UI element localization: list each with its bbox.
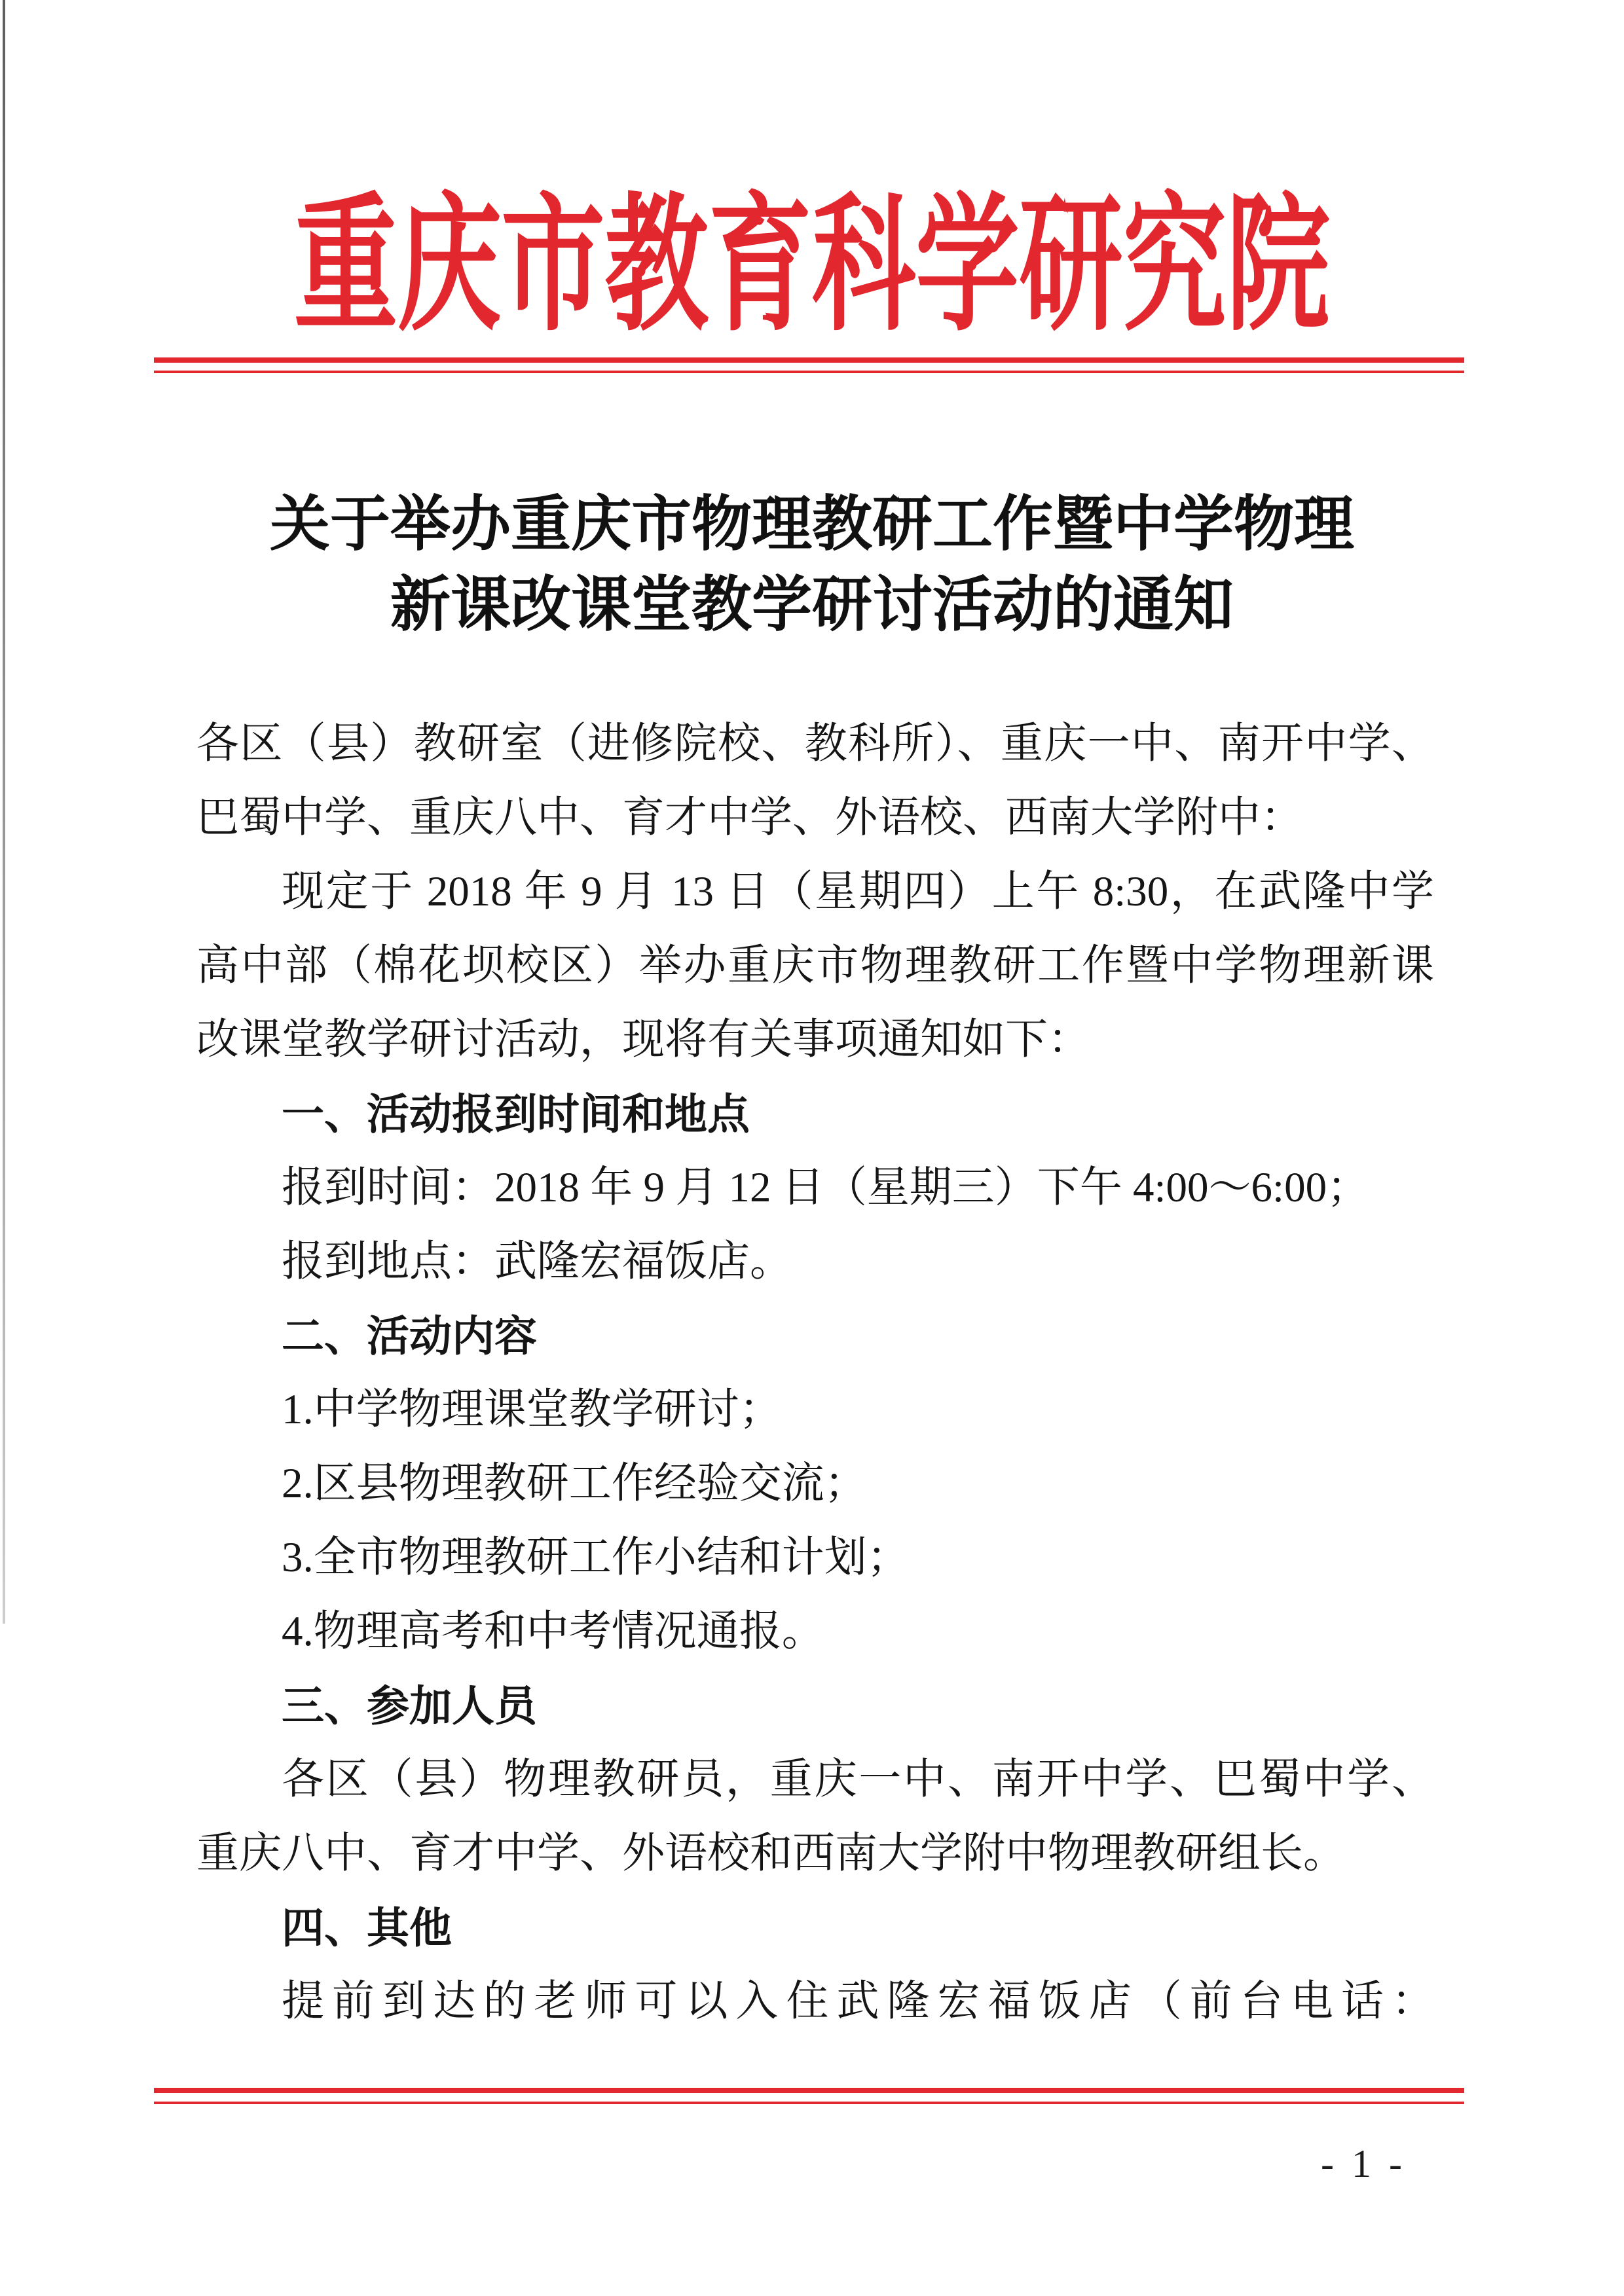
list-item: 1.中学物理课堂教学研讨；	[282, 1386, 782, 1433]
salutation-line: 巴蜀中学、重庆八中、育才中学、外语校、西南大学附中：	[196, 794, 1304, 841]
intro-line: 高中部（棉花坝校区）举办重庆市物理教研工作暨中学物理新课	[196, 942, 1434, 989]
title-line-2: 新课改课堂教学研讨活动的通知	[390, 572, 1234, 638]
section-heading: 三、参加人员	[282, 1682, 538, 1730]
letterhead-rule-thick	[154, 357, 1464, 363]
letterhead-rule-thin	[154, 371, 1464, 373]
document-title	[0, 484, 1624, 646]
letterhead	[0, 178, 1624, 352]
section-line: 提前到达的老师可以入住武隆宏福饭店（前台电话：	[282, 1978, 1434, 2025]
salutation-line: 各区（县）教研室（进修院校、教科所）、重庆一中、南开中学、	[196, 720, 1434, 767]
footer-rule-thin	[154, 2102, 1464, 2104]
list-item: 2.区县物理教研工作经验交流；	[282, 1460, 867, 1507]
section-line: 报到地点：武隆宏福饭店。	[282, 1238, 793, 1285]
section-line: 重庆八中、育才中学、外语校和西南大学附中物理教研组长。	[196, 1830, 1346, 1877]
section-heading: 二、活动内容	[282, 1312, 538, 1360]
footer-rule-thick	[154, 2088, 1464, 2093]
title-line-1: 关于举办重庆市物理教研工作暨中学物理	[269, 491, 1354, 558]
intro-line: 现定于 2018 年 9 月 13 日（星期四）上午 8:30，在武隆中学	[282, 868, 1434, 915]
page-number: - 1 -	[1321, 2142, 1406, 2185]
intro-line: 改课堂教学研讨活动，现将有关事项通知如下：	[196, 1016, 1091, 1063]
section-heading: 一、活动报到时间和地点	[282, 1090, 750, 1138]
section-line: 报到时间：2018 年 9 月 12 日（星期三）下午 4:00～6:00；	[282, 1164, 1370, 1211]
list-item: 3.全市物理教研工作小结和计划；	[282, 1534, 910, 1581]
list-item: 4.物理高考和中考情况通报。	[282, 1608, 824, 1655]
section-heading: 四、其他	[282, 1904, 452, 1952]
letterhead-org-name: 重庆市教育科学研究院	[293, 178, 1330, 352]
document-body	[196, 707, 1434, 2039]
section-line: 各区（县）物理教研员，重庆一中、南开中学、巴蜀中学、	[282, 1756, 1434, 1803]
